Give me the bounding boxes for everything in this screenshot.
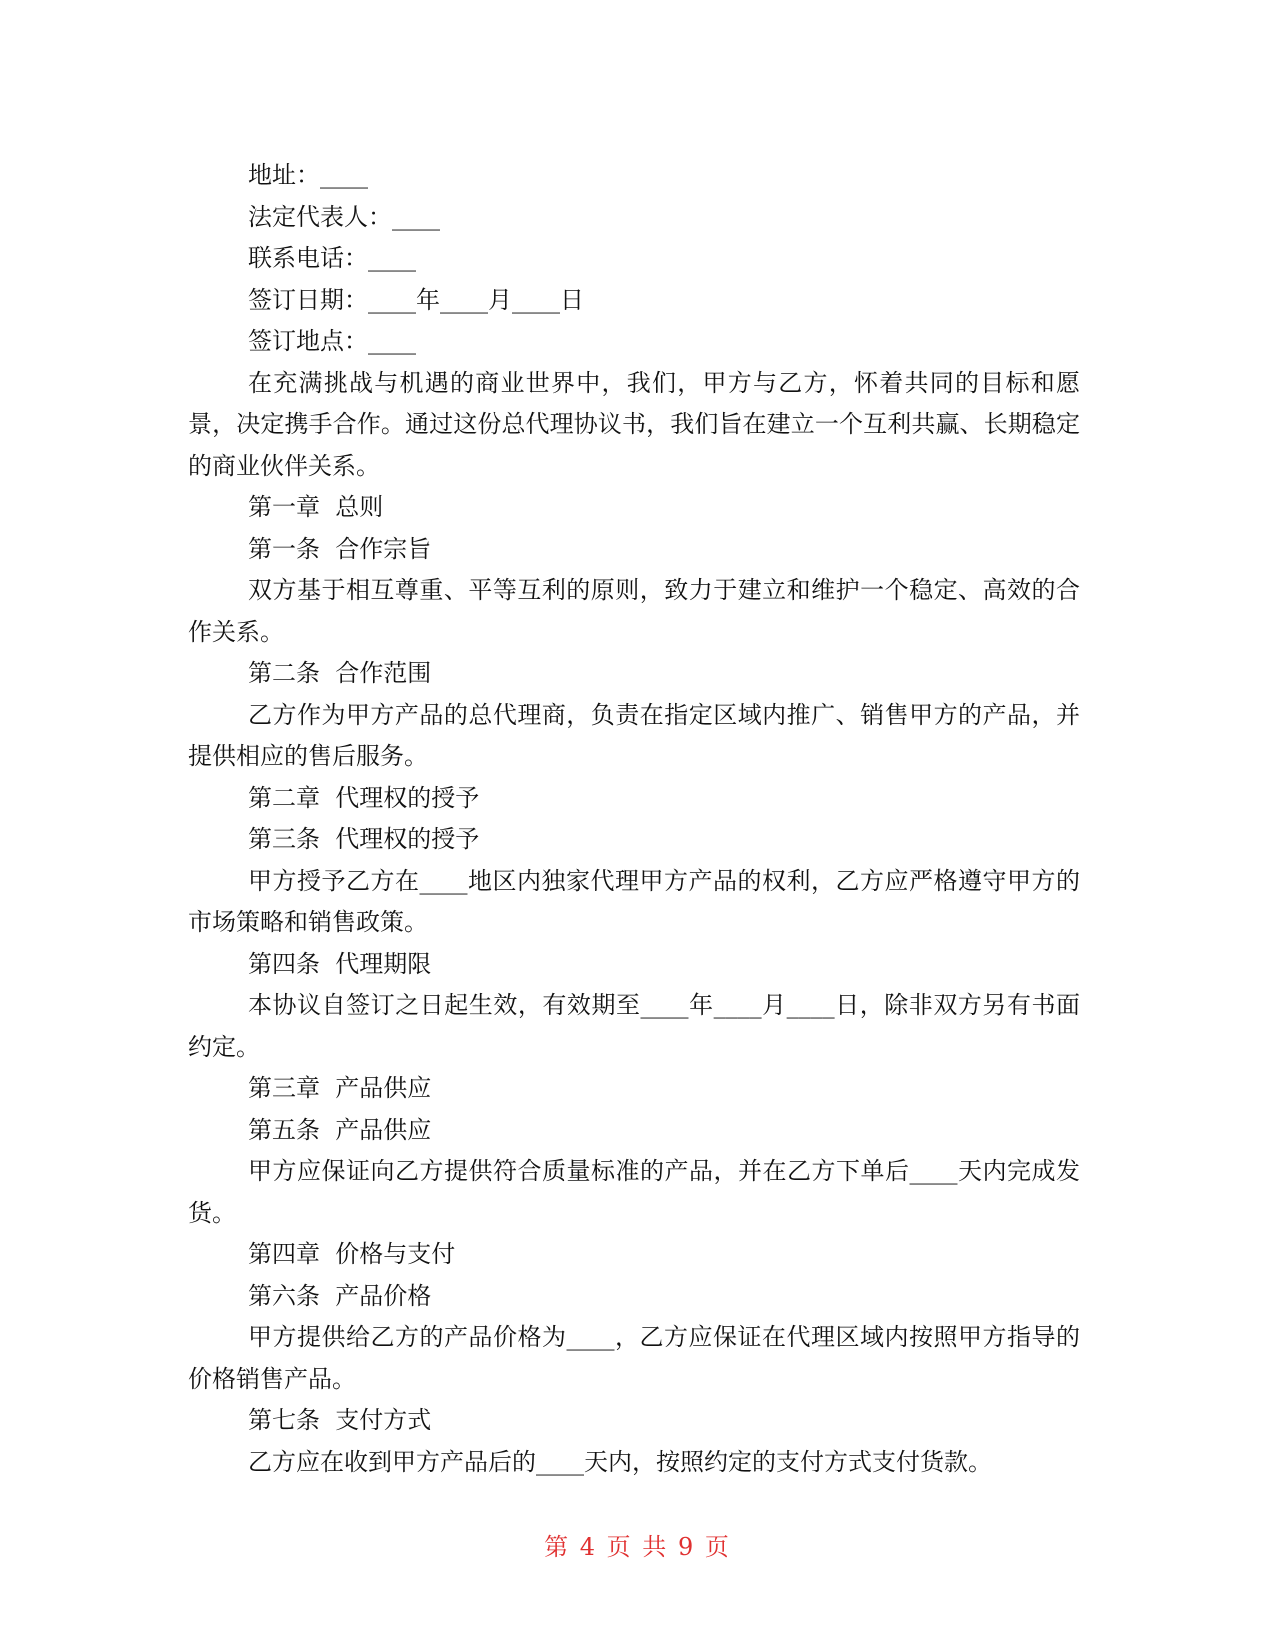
phone-line: 联系电话：____: [248, 244, 416, 272]
chapter-3-heading: 第三章 产品供应: [248, 1074, 432, 1102]
article-6-text: 甲方提供给乙方的产品价格为____，乙方应保证在代理区域内按照甲方指导的价格销售产品。: [188, 1323, 1080, 1393]
article-1-text: 双方基于相互尊重、平等互利的原则，致力于建立和维护一个稳定、高效的合作关系。: [188, 576, 1080, 646]
article-5-heading: 第五条 产品供应: [248, 1115, 432, 1144]
signing-place-line: 签订地点：____: [248, 327, 416, 355]
document-body: [188, 155, 1080, 1483]
page-number-footer: 第 4 页 共 9 页: [544, 1533, 731, 1561]
article-5-text: 甲方应保证向乙方提供符合质量标准的产品，并在乙方下单后____天内完成发货。: [188, 1157, 1080, 1227]
article-3-heading: 第三条 代理权的授予: [248, 825, 480, 853]
article-7-text: 乙方应在收到甲方产品后的____天内，按照约定的支付方式支付货款。: [248, 1447, 992, 1476]
article-1-heading: 第一条 合作宗旨: [248, 534, 432, 563]
legal-representative-line: 法定代表人：____: [248, 202, 440, 231]
article-7-heading: 第七条 支付方式: [248, 1406, 432, 1434]
article-4-heading: 第四条 代理期限: [248, 949, 432, 978]
article-3-text: 甲方授予乙方在____地区内独家代理甲方产品的权利，乙方应严格遵守甲方的市场策略和销售政策。: [188, 866, 1080, 936]
signing-date-line: 签订日期：____年____月____日: [248, 285, 584, 314]
article-2-heading: 第二条 合作范围: [248, 659, 432, 687]
preamble-paragraph: 在充满挑战与机遇的商业世界中，我们，甲方与乙方，怀着共同的目标和愿景，决定携手合作。通过这份总代理协议书，我们旨在建立一个互利共赢、长期稳定的商业伙伴关系。: [188, 368, 1080, 480]
chapter-1-heading: 第一章 总则: [248, 493, 384, 521]
article-4-text: 本协议自签订之日起生效，有效期至____年____月____日，除非双方另有书面约定。: [188, 991, 1080, 1061]
article-6-heading: 第六条 产品价格: [248, 1281, 432, 1310]
chapter-2-heading: 第二章 代理权的授予: [248, 783, 480, 812]
chapter-4-heading: 第四章 价格与支付: [248, 1240, 456, 1268]
address-line: 地址：____: [248, 161, 368, 189]
article-2-text: 乙方作为甲方产品的总代理商，负责在指定区域内推广、销售甲方的产品，并提供相应的售后服务。: [188, 700, 1080, 770]
